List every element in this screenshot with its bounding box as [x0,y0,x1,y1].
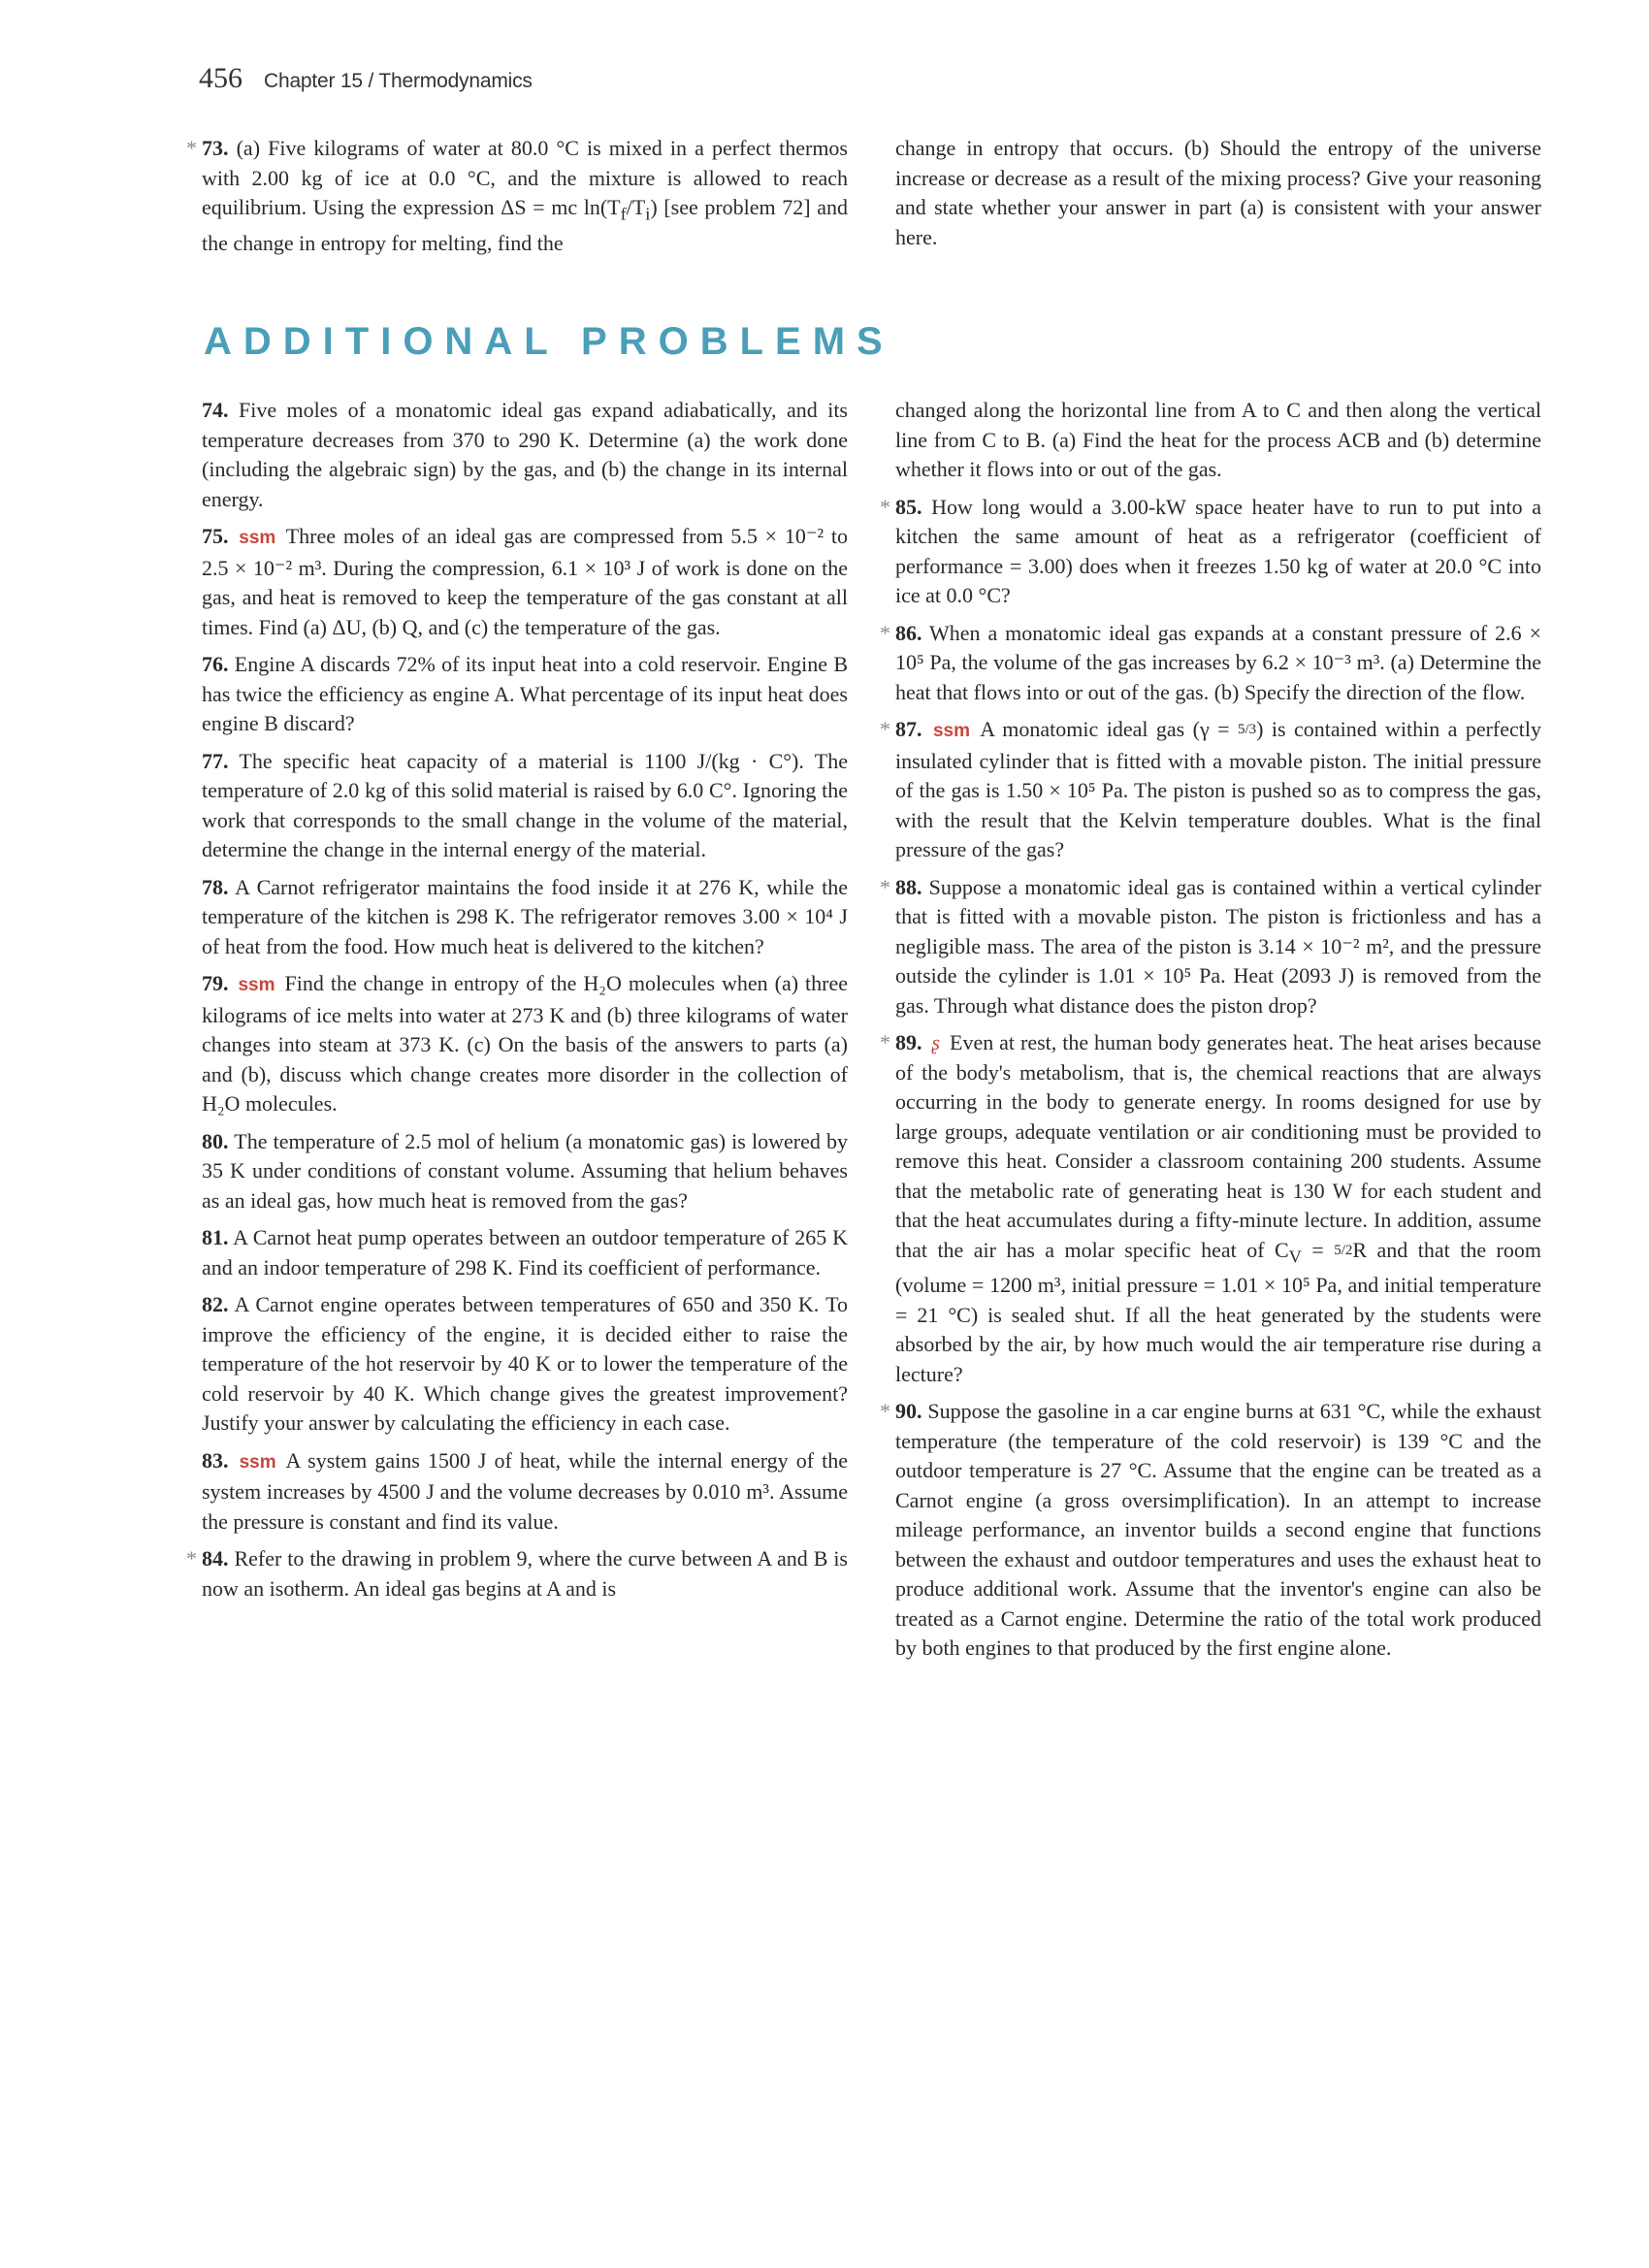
problem-text: Refer to the drawing in problem 9, where the curve between A and B is now an isotherm. An ideal gas begins at A and is [202,1546,848,1601]
ssm-badge: ssm [932,721,970,741]
problem-text: ) [see problem 72] and the change in entropy for melting, find the [202,195,848,255]
problem-number: 89. [895,1030,922,1054]
problem-text: (a) Five kilograms of water at 80.0 °C is mixed in a perfect thermos with 2.00 kg of ice at 0.0 °C, and the mixture is allowed to reach equilibrium. Using the expression ΔS = mc ln(T [202,136,848,219]
column-top-right [895,134,1541,260]
problem-74 [202,396,848,514]
problem-number: 80. [202,1128,229,1153]
star-marker: * [186,1546,197,1571]
problem-number: 73. [202,136,229,160]
problem-88 [880,873,1541,1021]
star-marker: * [880,1030,890,1054]
fraction: 5/3 [1238,722,1257,737]
problem-number: 81. [202,1225,229,1249]
problem-number: 84. [202,1546,229,1571]
problem-text: Five moles of a monatomic ideal gas expand adiabatically, and its temperature decreases from 370 to 290 K. Determine (a) the work done (including the algebraic sign) by the gas, and (b) the change in its internal energy. [202,398,848,511]
problem-number: 76. [202,652,229,676]
problem-text: A Carnot heat pump operates between an outdoor temperature of 265 K and an indoor temperature of 298 K. Find its coefficient of performance. [202,1225,848,1280]
problem-text: The temperature of 2.5 mol of helium (a monatomic gas) is lowered by 35 K under conditions of constant volume. Assuming that helium behaves as an ideal gas, how much heat is removed from the gas? [202,1128,848,1213]
problem-text: Find the change in entropy of the H₂O molecules when (a) three kilograms of ice melts into water at 273 K and (b) three kilograms of water changes into steam at 373 K. (c) On the basis of the answers to parts (a) and (b), discuss which change creates more disorder in the collection of H₂O molecules. [202,971,849,1116]
problem-76 [202,650,848,739]
problem-text: Suppose the gasoline in a car engine burns at 631 °C, while the exhaust temperature (the temperature of the cold reservoir) is 139 °C and the outdoor temperature is 27 °C. Assume that the engine can be treated as a Carnot engine (a gross oversimplification). In an attempt to increase mileage performance, an inventor builds a second engine that functions between the exhaust and outdoor temperatures and uses the exhaust heat to produce additional work. Assume that the inventor's engine can also be treated as a Carnot engine. Determine the ratio of the total work produced by both engines to that produced by the first engine alone. [895,1399,1542,1661]
problem-text: The specific heat capacity of a material is 1100 J/(kg · C°). The temperature of 2.0 kg of this solid material is raised by 6.0 C°. Ignoring the work that corresponds to the small change in the volume of the material, determine the change in the internal energy of the material. [202,748,848,861]
subscript: f [620,204,627,224]
problem-86 [880,619,1541,708]
problem-77 [202,747,848,865]
problem-89 [880,1028,1542,1389]
subscript: V [1288,1246,1302,1266]
star-marker: * [186,136,197,160]
column-top-left [186,134,848,266]
problem-number: 86. [895,620,922,645]
ssm-badge: ssm [238,975,275,995]
problem-81 [202,1223,848,1282]
star-marker: * [880,620,890,645]
problem-90 [880,1397,1542,1664]
problem-79 [202,969,848,1119]
problem-number: 82. [202,1292,229,1316]
problem-text: How long would a 3.00-kW space heater have to run to put into a kitchen the same amount of heat as a refrigerator (coefficient of performance = 3.00) does when it freezes 1.50 kg of water at 20.0 °C into ice at 0.0 °C? [895,494,1541,607]
page-number: 456 [199,62,242,94]
problem-number: 75. [202,524,229,548]
problem-text: Suppose a monatomic ideal gas is contained within a vertical cylinder that is fitted with a movable piston. The piston is frictionless and has a negligible mass. The area of the piston is 3.14 × 10⁻² m², and the pressure outside the cylinder is 1.01 × 10⁵ Pa. Heat (2093 J) is removed from the gas. Through what distance does the piston drop? [895,874,1541,1018]
problem-75 [202,522,848,642]
problem-84-continued: changed along the horizontal line from A to C and then along the vertical line from C to B. (a) Find the heat for the process ACB and (b) determine whether it flows into or out of the gas. [895,398,1541,481]
subscript: i [645,204,651,224]
problem-text: ) is contained within a perfectly insulated cylinder that is fitted with a movable piston. The initial pressure of the gas is 1.50 × 10⁵ Pa. The piston is pushed so as to compress the gas, with the result that the Kelvin temperature doubles. What is the final pressure of the gas? [895,717,1542,861]
star-marker: * [880,494,890,519]
problem-text: /T [626,195,646,219]
chapter-title: Chapter 15 / Thermodynamics [264,70,533,92]
problem-text: = [1301,1237,1335,1262]
problem-number: 88. [895,874,922,899]
problem-text: A system gains 1500 J of heat, while the internal energy of the system increases by 4500 J and the volume decreases by 0.010 m³. Assume the pressure is constant and find its value. [202,1447,848,1534]
star-marker: * [880,1399,890,1424]
problem-text: A Carnot refrigerator maintains the food inside it at 276 K, while the temperature of the kitchen is 298 K. The refrigerator removes 3.00 × 10⁴ J of heat from the food. How much heat is delivered to the kitchen? [202,874,848,958]
problem-text: When a monatomic ideal gas expands at a constant pressure of 2.6 × 10⁵ Pa, the volume of the gas increases by 6.2 × 10⁻³ m³. (a) Determine the heat that flows into or out of the gas. (b) Specify the direction of the flow. [895,620,1541,704]
problem-87 [880,715,1542,865]
problem-number: 85. [895,494,922,519]
problem-number: 74. [202,398,229,422]
problem-text: Even at rest, the human body generates heat. The heat arises because of the body's metabolism, that is, the chemical reactions that are always occurring in the body to generate energy. In rooms designed for use by large groups, adequate ventilation or air conditioning must be provided to remove this heat. Consider a classroom containing 200 students. Assume that the metabolic rate of generating heat is 130 W for each student and that the heat accumulates during a fifty-minute lecture. In addition, assume that the air has a molar specific heat of C [895,1030,1542,1262]
problem-number: 87. [895,717,922,741]
problem-73-continued: change in entropy that occurs. (b) Should the entropy of the universe increase or decrease as a result of the mixing process? Give your reasoning and state whether your answer in part (a) is consistent with your answer here. [895,136,1541,249]
problem-number: 90. [895,1399,922,1424]
problem-82 [202,1290,848,1439]
problem-84 [186,1544,848,1604]
problem-number: 77. [202,748,229,773]
problem-85 [880,493,1541,611]
section-title: ADDITIONAL PROBLEMS [204,320,894,363]
star-marker: * [880,874,890,899]
problem-number: 79. [202,971,229,995]
problem-text: Engine A discards 72% of its input heat into a cold reservoir. Engine B has twice the efficiency as engine A. What percentage of its input heat does engine B discard? [202,652,849,735]
fraction: 5/2 [1334,1242,1353,1258]
biomedical-icon: ʂ [931,1030,941,1054]
problem-text: Three moles of an ideal gas are compressed from 5.5 × 10⁻² to 2.5 × 10⁻² m³. During the compression, 6.1 × 10³ J of work is done on the gas, and heat is removed to keep the temperature of the gas constant at all times. Find (a) ΔU, (b) Q, and (c) the temperature of the gas. [202,524,849,639]
problem-78 [202,873,848,962]
problem-83 [202,1446,848,1538]
page-header [199,62,533,95]
star-marker: * [880,717,890,741]
problem-number: 83. [202,1447,229,1473]
ssm-badge: ssm [239,528,276,548]
problem-73 [186,134,848,258]
problem-text: R and that the room (volume = 1200 m³, initial pressure = 1.01 × 10⁵ Pa, and initial temperature = 21 °C) is sealed shut. If all the heat generated by the students were absorbed by the air, by how much would the air temperature rise during a lecture? [895,1237,1541,1386]
column-right [880,396,1542,1671]
problem-number: 78. [202,874,229,899]
column-left [186,396,849,1611]
ssm-badge: ssm [239,1451,276,1473]
problem-text: A monatomic ideal gas (γ = [980,717,1238,741]
problem-80 [202,1127,848,1216]
problem-text: A Carnot engine operates between temperatures of 650 and 350 K. To improve the efficiency of the engine, it is decided either to raise the temperature of the hot reservoir by 40 K or to lower the temperature of the cold reservoir by 40 K. Which change gives the greatest improvement? Justify your answer by calculating the efficiency in each case. [202,1292,848,1435]
